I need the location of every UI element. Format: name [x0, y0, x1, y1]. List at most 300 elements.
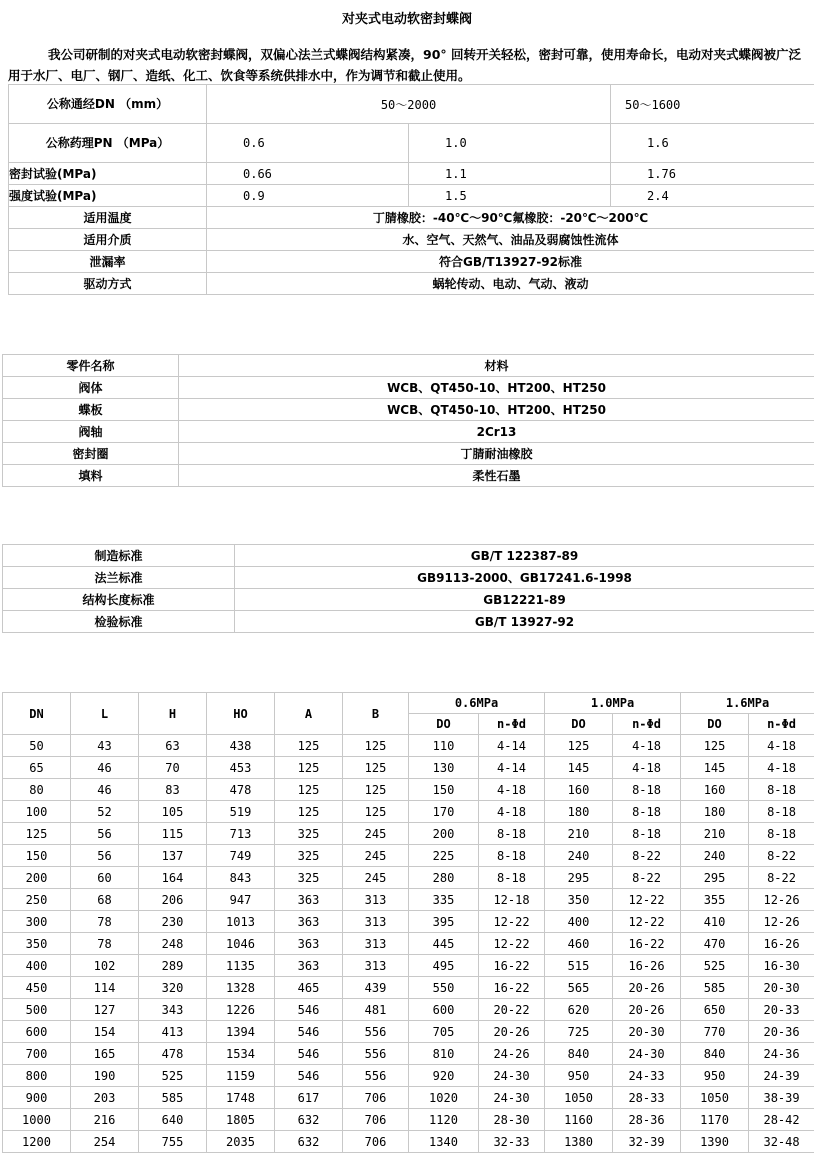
table-row [3, 845, 814, 867]
spec-value: 50～2000 [207, 85, 611, 124]
table-cell: 450 [3, 977, 71, 999]
table-cell: 145 [545, 757, 613, 779]
table-cell: 制造标准 [3, 545, 235, 567]
table-cell: 2035 [207, 1131, 275, 1153]
table-cell: 550 [409, 977, 479, 999]
table-cell: 755 [139, 1131, 207, 1153]
table-cell: 1328 [207, 977, 275, 999]
table-cell: 749 [207, 845, 275, 867]
table-cell: 20-30 [613, 1021, 681, 1043]
table-cell: 617 [275, 1087, 343, 1109]
table-cell: 363 [275, 911, 343, 933]
table-cell: 1135 [207, 955, 275, 977]
table-cell: 1226 [207, 999, 275, 1021]
table-cell: 400 [3, 955, 71, 977]
table-row [3, 545, 814, 567]
table-cell: 2Cr13 [179, 421, 814, 443]
table-cell: WCB、QT450-10、HT200、HT250 [179, 377, 814, 399]
table-cell: 1170 [681, 1109, 749, 1131]
table-cell: 950 [545, 1065, 613, 1087]
table-cell: 105 [139, 801, 207, 823]
materials-table [2, 354, 814, 487]
table-row [3, 465, 814, 487]
table-cell: 164 [139, 867, 207, 889]
dimensions-table [2, 692, 814, 1153]
column-header: B [343, 693, 409, 735]
table-cell: 43 [71, 735, 139, 757]
spec-label: 驱动方式 [9, 273, 207, 295]
column-header: HO [207, 693, 275, 735]
spec-label: 密封试验(MPa) [9, 163, 207, 185]
table-cell: 470 [681, 933, 749, 955]
table-row [3, 823, 814, 845]
table-cell: 4-18 [613, 757, 681, 779]
table-cell: 20-26 [613, 999, 681, 1021]
table-row [3, 377, 814, 399]
table-cell: 295 [681, 867, 749, 889]
table-cell: 400 [545, 911, 613, 933]
table-cell: GB9113-2000、GB17241.6-1998 [235, 567, 814, 589]
table-cell: 8-18 [749, 823, 814, 845]
spec-label: 适用介质 [9, 229, 207, 251]
table-cell: 565 [545, 977, 613, 999]
column-header: H [139, 693, 207, 735]
table-cell: 20-26 [613, 977, 681, 999]
spec-value: 1.1 [409, 163, 611, 185]
table-cell: 453 [207, 757, 275, 779]
table-cell: 20-33 [749, 999, 814, 1021]
column-header: n-Φd [479, 714, 545, 735]
table-cell: 115 [139, 823, 207, 845]
table-cell: 950 [681, 1065, 749, 1087]
spec-label: 泄漏率 [9, 251, 207, 273]
table-cell: 706 [343, 1087, 409, 1109]
table-cell: 28-33 [613, 1087, 681, 1109]
table-cell: 8-18 [479, 845, 545, 867]
dimensions-header-row [3, 693, 814, 714]
table-cell: 800 [3, 1065, 71, 1087]
table-cell: 8-22 [749, 867, 814, 889]
table-row [3, 1109, 814, 1131]
table-cell: 585 [139, 1087, 207, 1109]
spec-row-temp [9, 207, 814, 229]
table-cell: 16-22 [479, 955, 545, 977]
table-cell: 46 [71, 779, 139, 801]
table-cell: 78 [71, 911, 139, 933]
table-cell: 1805 [207, 1109, 275, 1131]
spec-value: 0.9 [207, 185, 409, 207]
table-cell: 947 [207, 889, 275, 911]
table-cell: 465 [275, 977, 343, 999]
table-cell: 295 [545, 867, 613, 889]
table-cell: 640 [139, 1109, 207, 1131]
table-cell: 56 [71, 823, 139, 845]
table-cell: 363 [275, 889, 343, 911]
table-cell: 706 [343, 1109, 409, 1131]
table-cell: 556 [343, 1043, 409, 1065]
table-cell: 16-22 [613, 933, 681, 955]
table-cell: 12-26 [749, 911, 814, 933]
spec-value: 2.4 [611, 185, 814, 207]
table-cell: 16-22 [479, 977, 545, 999]
table-row [3, 443, 814, 465]
table-cell: 920 [409, 1065, 479, 1087]
table-row [3, 889, 814, 911]
table-cell: 32-33 [479, 1131, 545, 1153]
table-cell: 46 [71, 757, 139, 779]
table-cell: 32-48 [749, 1131, 814, 1153]
table-cell: 363 [275, 933, 343, 955]
table-row [3, 589, 814, 611]
table-cell: 556 [343, 1021, 409, 1043]
table-cell: 325 [275, 845, 343, 867]
column-header: n-Φd [613, 714, 681, 735]
table-cell: 130 [409, 757, 479, 779]
table-cell: 203 [71, 1087, 139, 1109]
spec-label: 公称药理PN （MPa） [9, 124, 207, 163]
spec-row-pn [9, 124, 814, 163]
table-cell: 230 [139, 911, 207, 933]
table-cell: 4-18 [749, 757, 814, 779]
table-cell: 20-26 [479, 1021, 545, 1043]
table-cell: 519 [207, 801, 275, 823]
table-cell: 4-18 [479, 801, 545, 823]
table-cell: 125 [343, 801, 409, 823]
table-cell: 705 [409, 1021, 479, 1043]
table-row [3, 1087, 814, 1109]
standards-table [2, 544, 814, 633]
table-cell: 4-18 [749, 735, 814, 757]
table-cell: 蝶板 [3, 399, 179, 421]
table-cell: 70 [139, 757, 207, 779]
table-cell: 1046 [207, 933, 275, 955]
table-cell: 546 [275, 1065, 343, 1087]
table-row [3, 867, 814, 889]
table-cell: 114 [71, 977, 139, 999]
column-header: 材料 [179, 355, 814, 377]
intro-paragraph: 我公司研制的对夹式电动软密封蝶阀，双偏心法兰式蝶阀结构紧凑，90° 回转开关轻松，密封可靠，使用寿命长，电动对夹式蝶阀被广泛用于水厂、电厂、钢厂、造纸、化工、饮食等系统供排水中，作为调节和截止使用。 [8, 47, 801, 83]
table-cell: 250 [3, 889, 71, 911]
table-cell: 20-36 [749, 1021, 814, 1043]
table-row [3, 399, 814, 421]
spec-row-leak [9, 251, 814, 273]
spec-value: 1.5 [409, 185, 611, 207]
table-cell: 1748 [207, 1087, 275, 1109]
spec-value: 蜗轮传动、电动、气动、液动 [207, 273, 814, 295]
spec-label: 强度试验(MPa) [9, 185, 207, 207]
table-row [3, 757, 814, 779]
table-cell: 68 [71, 889, 139, 911]
table-cell: 180 [681, 801, 749, 823]
table-cell: 125 [275, 801, 343, 823]
table-cell: 125 [3, 823, 71, 845]
table-cell: 313 [343, 889, 409, 911]
table-cell: 1020 [409, 1087, 479, 1109]
table-cell: 300 [3, 911, 71, 933]
table-row [3, 911, 814, 933]
table-cell: 1000 [3, 1109, 71, 1131]
column-header: L [71, 693, 139, 735]
table-cell: 63 [139, 735, 207, 757]
table-cell: 190 [71, 1065, 139, 1087]
table-cell: 12-22 [613, 911, 681, 933]
table-cell: 16-30 [749, 955, 814, 977]
table-cell: GB12221-89 [235, 589, 814, 611]
table-cell: 125 [545, 735, 613, 757]
table-cell: 1200 [3, 1131, 71, 1153]
table-cell: 28-42 [749, 1109, 814, 1131]
table-cell: 12-18 [479, 889, 545, 911]
column-header: DN [3, 693, 71, 735]
table-cell: 结构长度标准 [3, 589, 235, 611]
table-cell: 38-39 [749, 1087, 814, 1109]
table-cell: 1390 [681, 1131, 749, 1153]
table-cell: 206 [139, 889, 207, 911]
table-cell: 515 [545, 955, 613, 977]
table-cell: GB/T 122387-89 [235, 545, 814, 567]
table-cell: 556 [343, 1065, 409, 1087]
table-cell: 83 [139, 779, 207, 801]
table-cell: 12-22 [479, 933, 545, 955]
table-cell: 65 [3, 757, 71, 779]
table-cell: 1340 [409, 1131, 479, 1153]
table-cell: 320 [139, 977, 207, 999]
spec-table [8, 84, 814, 295]
column-header: A [275, 693, 343, 735]
table-cell: 125 [343, 735, 409, 757]
table-cell: 254 [71, 1131, 139, 1153]
table-cell: 28-36 [613, 1109, 681, 1131]
column-header: n-Φd [749, 714, 814, 735]
table-row [3, 567, 814, 589]
table-cell: 8-18 [749, 801, 814, 823]
table-cell: 325 [275, 823, 343, 845]
table-cell: 150 [409, 779, 479, 801]
spec-row-medium [9, 229, 814, 251]
spec-label: 适用温度 [9, 207, 207, 229]
table-cell: 620 [545, 999, 613, 1021]
table-cell: 125 [343, 757, 409, 779]
table-cell: 210 [681, 823, 749, 845]
table-cell: 289 [139, 955, 207, 977]
table-row [3, 1065, 814, 1087]
table-cell: 210 [545, 823, 613, 845]
table-cell: 632 [275, 1131, 343, 1153]
table-cell: 4-18 [613, 735, 681, 757]
table-cell: 313 [343, 911, 409, 933]
table-cell: 413 [139, 1021, 207, 1043]
table-cell: 柔性石墨 [179, 465, 814, 487]
table-cell: 770 [681, 1021, 749, 1043]
table-cell: 125 [343, 779, 409, 801]
table-cell: 阀轴 [3, 421, 179, 443]
table-cell: 1159 [207, 1065, 275, 1087]
table-cell: 1160 [545, 1109, 613, 1131]
spec-value: 1.6 [611, 124, 814, 163]
table-cell: 200 [3, 867, 71, 889]
pressure-group-header: 0.6MPa [409, 693, 545, 714]
table-cell: 12-22 [479, 911, 545, 933]
table-cell: 密封圈 [3, 443, 179, 465]
table-cell: 840 [681, 1043, 749, 1065]
table-cell: 439 [343, 977, 409, 999]
table-row [3, 735, 814, 757]
table-cell: 80 [3, 779, 71, 801]
table-cell: 478 [207, 779, 275, 801]
table-cell: 170 [409, 801, 479, 823]
table-cell: 8-18 [613, 823, 681, 845]
pressure-group-header: 1.0MPa [545, 693, 681, 714]
spec-value: 符合GB/T13927-92标准 [207, 251, 814, 273]
table-cell: 24-30 [479, 1065, 545, 1087]
table-row [3, 779, 814, 801]
table-cell: 154 [71, 1021, 139, 1043]
table-cell: 1534 [207, 1043, 275, 1065]
table-cell: 600 [409, 999, 479, 1021]
table-cell: 125 [275, 779, 343, 801]
table-cell: 100 [3, 801, 71, 823]
table-cell: 632 [275, 1109, 343, 1131]
table-cell: 363 [275, 955, 343, 977]
page-title: 对夹式电动软密封蝶阀 [341, 12, 472, 27]
table-cell: 546 [275, 999, 343, 1021]
spec-label: 公称通经DN （mm） [9, 85, 207, 124]
dimensions-body [3, 735, 814, 1153]
table-cell: 478 [139, 1043, 207, 1065]
table-cell: 495 [409, 955, 479, 977]
table-cell: 248 [139, 933, 207, 955]
table-row [3, 999, 814, 1021]
table-row [3, 955, 814, 977]
table-cell: 32-39 [613, 1131, 681, 1153]
table-cell: 12-26 [749, 889, 814, 911]
spec-row-seal [9, 163, 814, 185]
table-cell: 52 [71, 801, 139, 823]
table-cell: 8-18 [749, 779, 814, 801]
table-cell: 350 [545, 889, 613, 911]
table-cell: WCB、QT450-10、HT200、HT250 [179, 399, 814, 421]
table-cell: 24-39 [749, 1065, 814, 1087]
table-row [3, 1043, 814, 1065]
spec-row-drive [9, 273, 814, 295]
table-cell: 1050 [545, 1087, 613, 1109]
table-cell: 160 [545, 779, 613, 801]
table-cell: 395 [409, 911, 479, 933]
table-cell: 8-18 [613, 779, 681, 801]
table-cell: 8-22 [613, 845, 681, 867]
table-cell: 16-26 [613, 955, 681, 977]
table-cell: 313 [343, 933, 409, 955]
table-cell: 700 [3, 1043, 71, 1065]
table-cell: 8-18 [479, 823, 545, 845]
table-cell: 225 [409, 845, 479, 867]
table-cell: 8-18 [479, 867, 545, 889]
table-cell: 1394 [207, 1021, 275, 1043]
table-cell: 525 [139, 1065, 207, 1087]
table-cell: 检验标准 [3, 611, 235, 633]
table-cell: 阀体 [3, 377, 179, 399]
table-row [3, 421, 814, 443]
table-cell: 8-22 [749, 845, 814, 867]
table-cell: 60 [71, 867, 139, 889]
table-cell: 24-36 [749, 1043, 814, 1065]
spec-value: 50～1600 [611, 85, 814, 124]
table-cell: 24-30 [479, 1087, 545, 1109]
table-cell: 127 [71, 999, 139, 1021]
spec-value: 0.66 [207, 163, 409, 185]
table-cell: 8-22 [613, 867, 681, 889]
spec-row-dn [9, 85, 814, 124]
table-cell: 200 [409, 823, 479, 845]
table-cell: 481 [343, 999, 409, 1021]
table-cell: 843 [207, 867, 275, 889]
table-cell: 20-22 [479, 999, 545, 1021]
table-cell: 102 [71, 955, 139, 977]
table-cell: 1013 [207, 911, 275, 933]
table-cell: 355 [681, 889, 749, 911]
table-cell: 180 [545, 801, 613, 823]
table-cell: 137 [139, 845, 207, 867]
table-cell: 1050 [681, 1087, 749, 1109]
table-cell: 16-26 [749, 933, 814, 955]
table-cell: 240 [681, 845, 749, 867]
spec-value: 水、空气、天然气、油品及弱腐蚀性流体 [207, 229, 814, 251]
table-cell: 460 [545, 933, 613, 955]
table-cell: 12-22 [613, 889, 681, 911]
table-cell: 4-14 [479, 735, 545, 757]
table-cell: 24-26 [479, 1043, 545, 1065]
table-cell: 280 [409, 867, 479, 889]
table-cell: 125 [681, 735, 749, 757]
table-cell: 78 [71, 933, 139, 955]
table-cell: 160 [681, 779, 749, 801]
table-cell: 585 [681, 977, 749, 999]
table-cell: 438 [207, 735, 275, 757]
table-cell: 1380 [545, 1131, 613, 1153]
table-cell: 546 [275, 1021, 343, 1043]
table-cell: 216 [71, 1109, 139, 1131]
table-cell: 24-33 [613, 1065, 681, 1087]
table-cell: GB/T 13927-92 [235, 611, 814, 633]
table-row [3, 611, 814, 633]
spec-value: 1.0 [409, 124, 611, 163]
column-header: DO [681, 714, 749, 735]
table-cell: 725 [545, 1021, 613, 1043]
table-cell: 245 [343, 823, 409, 845]
table-row [3, 933, 814, 955]
table-cell: 1120 [409, 1109, 479, 1131]
table-cell: 165 [71, 1043, 139, 1065]
spec-row-strength [9, 185, 814, 207]
table-row [3, 977, 814, 999]
materials-header-row [3, 355, 814, 377]
table-cell: 335 [409, 889, 479, 911]
table-cell: 法兰标准 [3, 567, 235, 589]
table-cell: 546 [275, 1043, 343, 1065]
table-cell: 245 [343, 867, 409, 889]
column-header: DO [409, 714, 479, 735]
table-cell: 125 [275, 735, 343, 757]
table-cell: 445 [409, 933, 479, 955]
table-cell: 240 [545, 845, 613, 867]
table-cell: 900 [3, 1087, 71, 1109]
table-row [3, 1021, 814, 1043]
table-cell: 4-14 [479, 757, 545, 779]
spec-value: 1.76 [611, 163, 814, 185]
table-cell: 840 [545, 1043, 613, 1065]
table-row [3, 1131, 814, 1153]
table-cell: 24-30 [613, 1043, 681, 1065]
